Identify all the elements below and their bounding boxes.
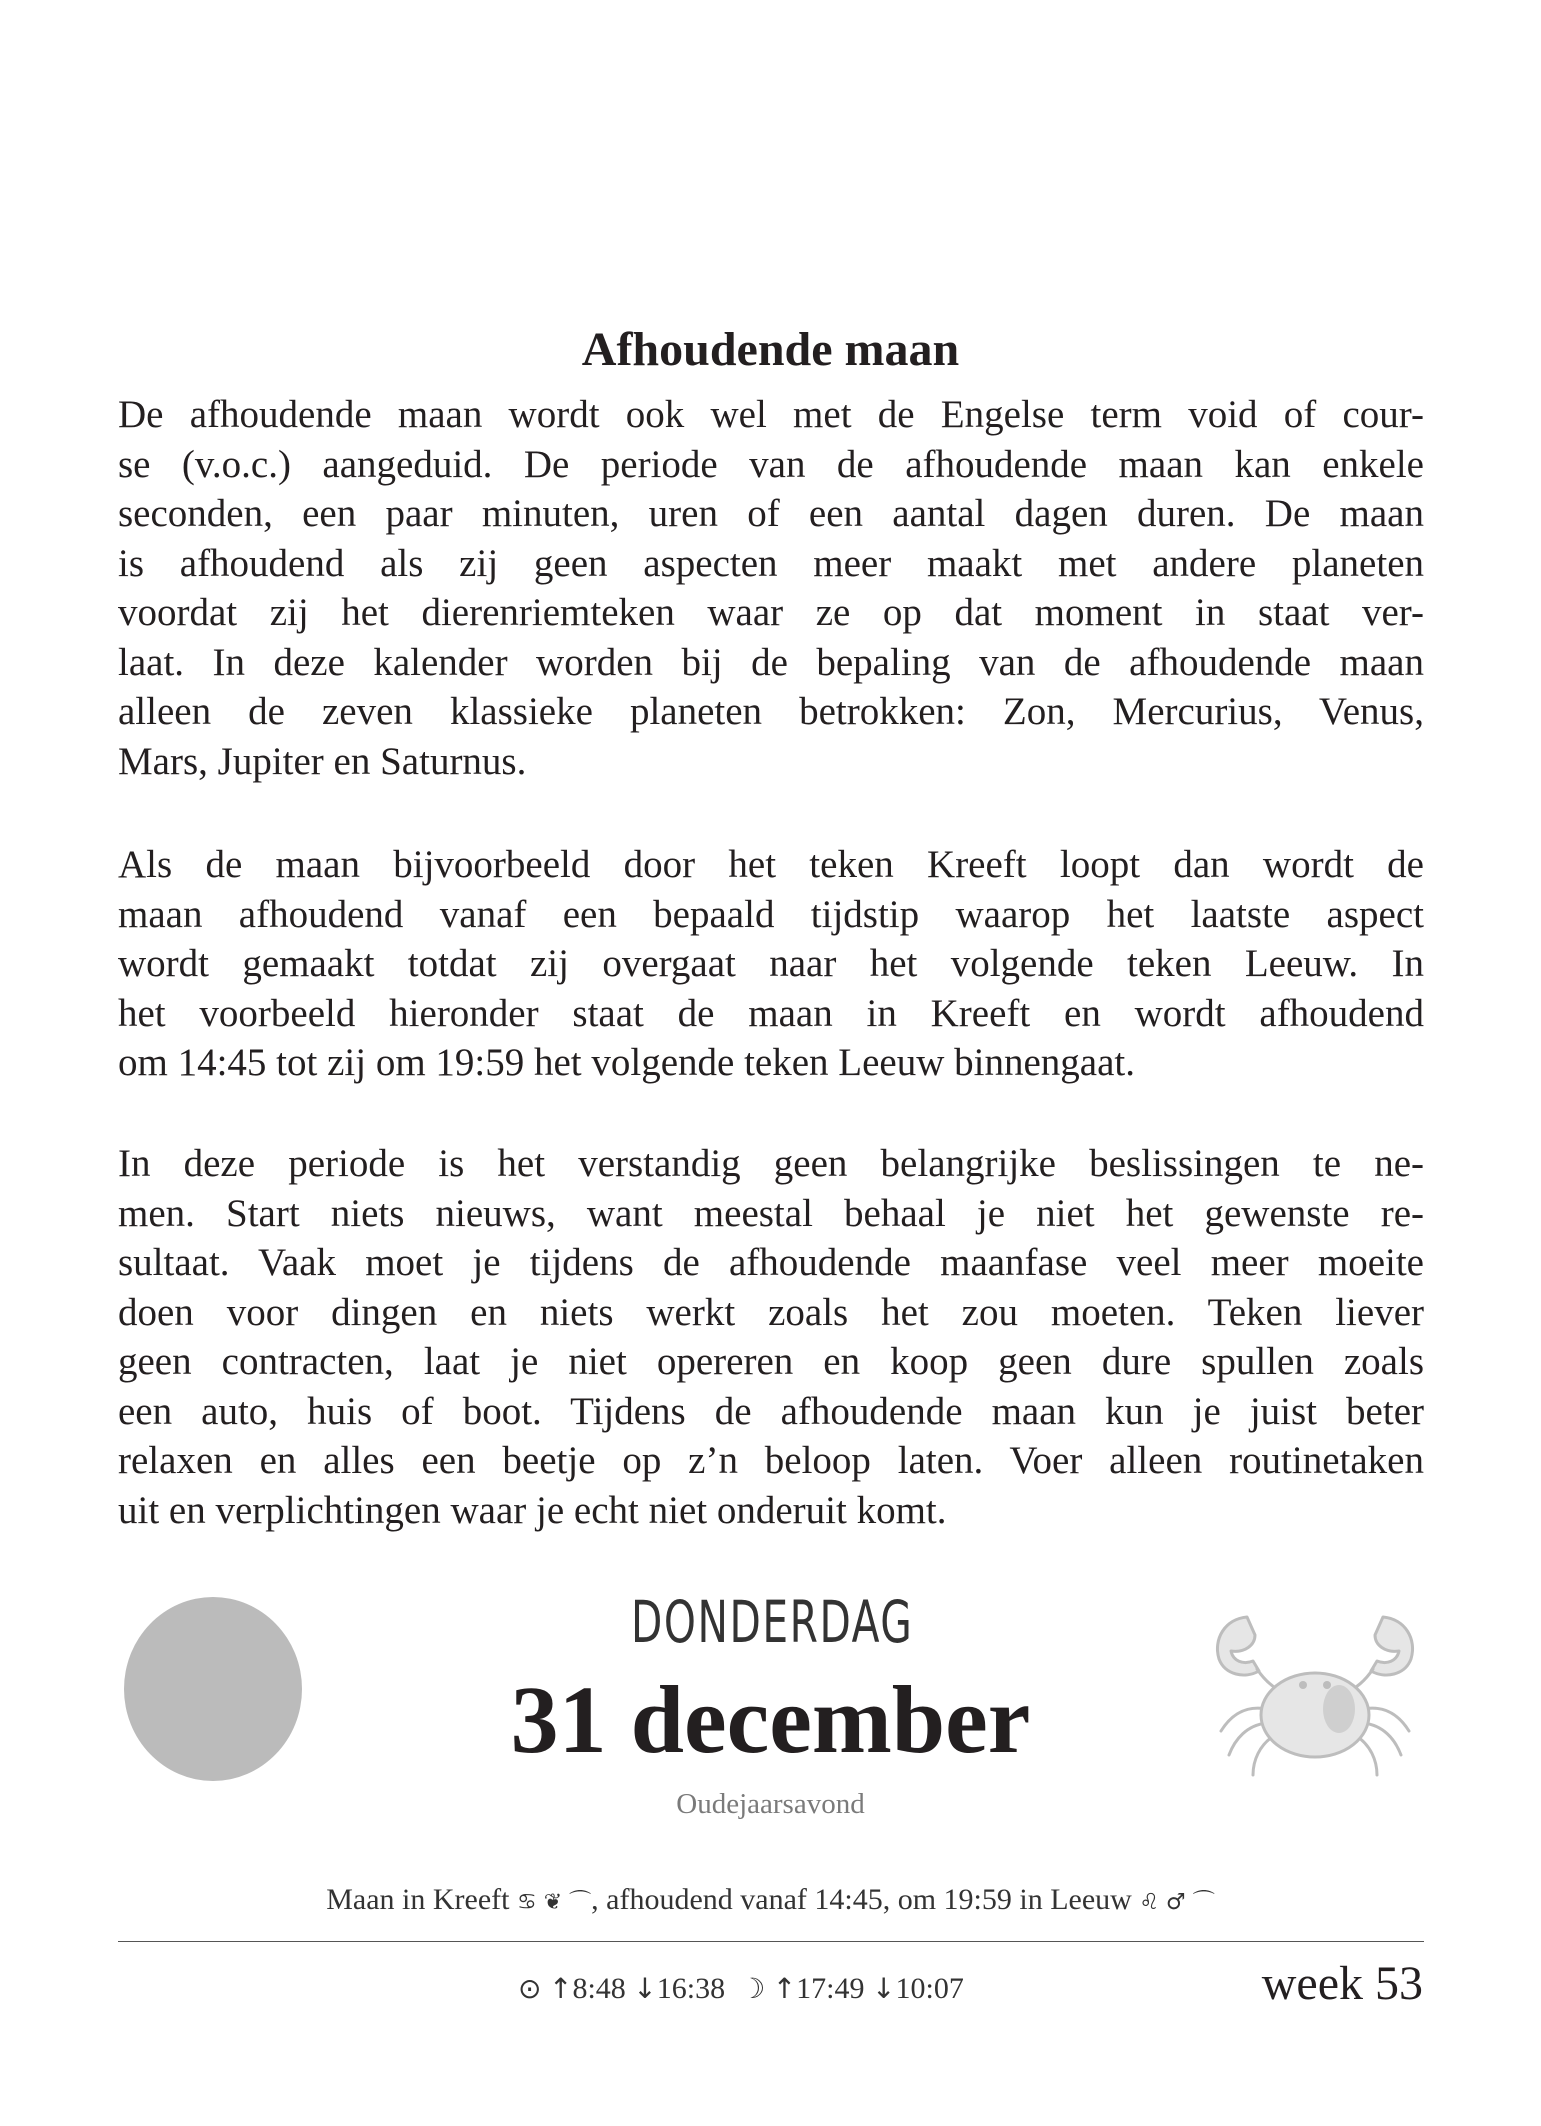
- cancer-sign-symbols: ♋ ❦ ⌒: [516, 1890, 592, 1915]
- text-line: alleen de zeven klassieke planeten betrokken: Zon, Mercurius, Venus,: [118, 690, 1424, 733]
- text-line: is afhoudend als zij geen aspecten meer maakt met andere planeten: [118, 541, 1424, 585]
- arrow-up-icon: ↑: [772, 1972, 797, 2005]
- text-line: sultaat. Vaak moet je tijdens de afhoudende maanfase veel meer moeite: [118, 1241, 1424, 1284]
- text-line: om 14:45 tot zij om 19:59 het volgende teken Leeuw binnengaat.: [118, 1041, 1136, 1084]
- sunset-time: 16:38: [656, 1972, 726, 2005]
- divider: [118, 1941, 1424, 1942]
- text-line: Mars, Jupiter en Saturnus.: [118, 739, 527, 783]
- text-line: maan afhoudend vanaf een bepaald tijdstip waarop het laatste aspect: [118, 892, 1424, 936]
- sun-icon: ⊙: [518, 1972, 542, 2005]
- rise-set-times: [518, 1972, 964, 2006]
- paragraph-advice: [118, 1139, 1424, 1535]
- text-line: In deze periode is het verstandig geen belangrijke beslissingen te ne-: [118, 1142, 1424, 1185]
- sunrise-time: 8:48: [572, 1972, 626, 2005]
- text-line: uit en verplichtingen waar je echt niet onderuit komt.: [118, 1488, 947, 1532]
- text-line: men. Start niets nieuws, want meestal behaal je niet het gewenste re-: [118, 1191, 1424, 1235]
- text-line: laat. In deze kalender worden bij de bepaling van de afhoudende maan: [118, 640, 1424, 684]
- text-line: seconden, een paar minuten, uren of een aantal dagen duren. De maan: [118, 492, 1424, 535]
- moon-icon: ☽: [740, 1972, 766, 2005]
- holiday-label: Oudejaarsavond: [676, 1788, 865, 1820]
- text-line: voordat zij het dierenriemteken waar ze op dat moment in staat ver-: [118, 591, 1424, 634]
- text-line: doen voor dingen en niets werkt zoals het zou moeten. Teken liever: [118, 1290, 1424, 1334]
- text-line: se (v.o.c.) aangeduid. De periode van de afhoudende maan kan enkele: [118, 442, 1424, 486]
- leo-sign-symbols: ♌ ♂ ⌒: [1139, 1890, 1215, 1915]
- arrow-down-icon: ↓: [872, 1972, 896, 2005]
- moonrise-time: 17:49: [796, 1972, 865, 2005]
- text-line: De afhoudende maan wordt ook wel met de Engelse term void of cour-: [118, 393, 1424, 436]
- paragraph-example: [118, 840, 1424, 1088]
- paragraph-definition: [118, 390, 1424, 786]
- page-title: Afhoudende maan: [581, 323, 960, 376]
- moon-info-line: [0, 1883, 1541, 1917]
- text-line: Als de maan bijvoorbeeld door het teken Kreeft loopt dan wordt de: [118, 843, 1424, 886]
- moonset-time: 10:07: [895, 1972, 964, 2005]
- text-line: wordt gemaakt totdat zij overgaat naar het volgende teken Leeuw. In: [118, 942, 1424, 985]
- weekday-label: DONDERDAG: [630, 1588, 914, 1656]
- moon-info-text: Maan in Kreeft: [326, 1883, 510, 1916]
- text-line: een auto, huis of boot. Tijdens de afhoudende maan kun je juist beter: [118, 1389, 1424, 1433]
- date-title: 31 december: [510, 1666, 1031, 1773]
- text-line: het voorbeeld hieronder staat de maan in Kreeft en wordt afhoudend: [118, 991, 1424, 1035]
- week-number: week 53: [1261, 1957, 1423, 2010]
- moon-info-text: , afhoudend vanaf 14:45, om 19:59 in Leeuw: [591, 1883, 1132, 1916]
- text-line: geen contracten, laat je niet opereren en koop geen dure spullen zoals: [118, 1340, 1424, 1383]
- arrow-down-icon: ↓: [633, 1972, 657, 2005]
- arrow-up-icon: ↑: [548, 1972, 573, 2005]
- text-line: relaxen en alles een beetje op z’n beloop laten. Voer alleen routinetaken: [118, 1439, 1424, 1482]
